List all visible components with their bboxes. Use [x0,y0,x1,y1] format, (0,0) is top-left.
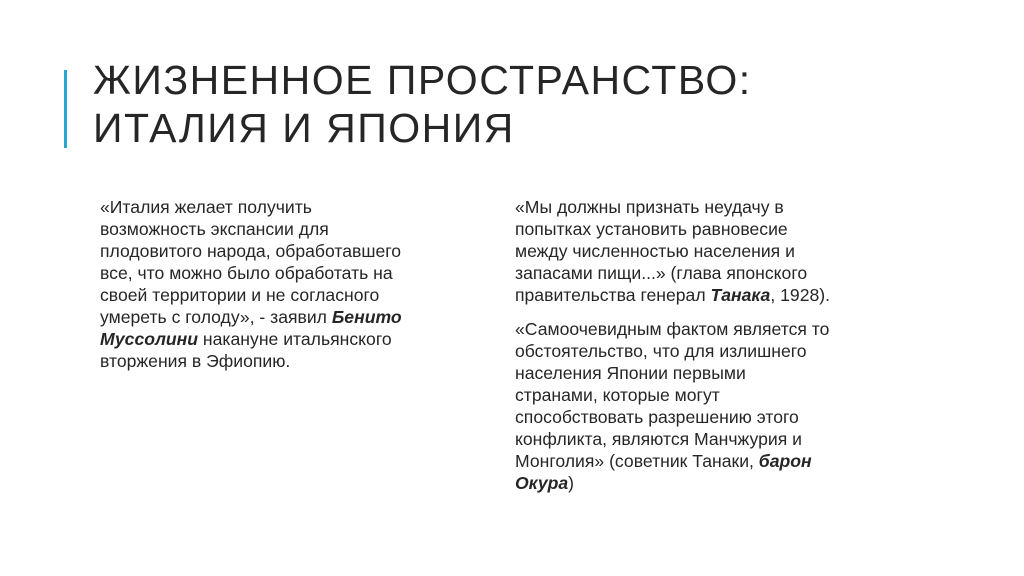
quote-text: ) [568,473,574,493]
quote-line: плодовитого народа, обработавшего [100,241,402,261]
left-column [100,196,480,384]
quote-line: странами, которые могут [515,385,720,405]
title-line-2: ИТАЛИЯ И ЯПОНИЯ [93,105,515,151]
person-name-first: Бенито [331,307,402,327]
quote-line [515,450,895,472]
okura-quote [515,318,895,494]
quote-line: «Самоочевидным фактом является то [515,319,830,339]
quote-line: все, что можно было обработать на [100,263,393,283]
quote-line: между численностью населения и [515,241,795,261]
quote-line: конфликта, являются Манчжурия и [515,429,802,449]
quote-text: , 1928). [770,285,831,305]
quote-line: попытках установить равновесие [515,219,788,239]
quote-line: населения Японии первыми [515,363,746,383]
quote-text: правительства генерал [515,285,711,305]
quote-line: вторжения в Эфиопию. [100,351,291,371]
mussolini-quote [100,196,480,372]
quote-line [515,284,895,306]
quote-text: накануне итальянского [198,329,392,349]
title-line-1: ЖИЗНЕННОЕ ПРОСТРАНСТВО: [93,57,752,103]
tanaka-quote [515,196,895,306]
quote-line: возможность экспансии для [100,219,329,239]
slide-title [93,56,973,152]
quote-text: умереть с голоду», - заявил [100,307,332,327]
quote-line: «Италия желает получить [100,197,312,217]
person-name: Окура [515,473,569,493]
title-accent-bar [64,70,67,148]
right-column [515,196,895,506]
quote-text: Монголия» (советник Танаки, [515,451,759,471]
quote-line [100,306,480,328]
quote-line: обстоятельство, что для излишнего [515,341,807,361]
quote-line [100,328,480,350]
quote-line: способствовать разрешению этого [515,407,799,427]
quote-line [515,472,895,494]
quote-line: «Мы должны признать неудачу в [515,197,784,217]
quote-line: своей территории и не согласного [100,285,380,305]
quote-line: запасами пищи...» (глава японского [515,263,808,283]
person-title: барон [758,451,812,471]
person-name-last: Муссолини [100,329,199,349]
person-name: Танака [710,285,771,305]
